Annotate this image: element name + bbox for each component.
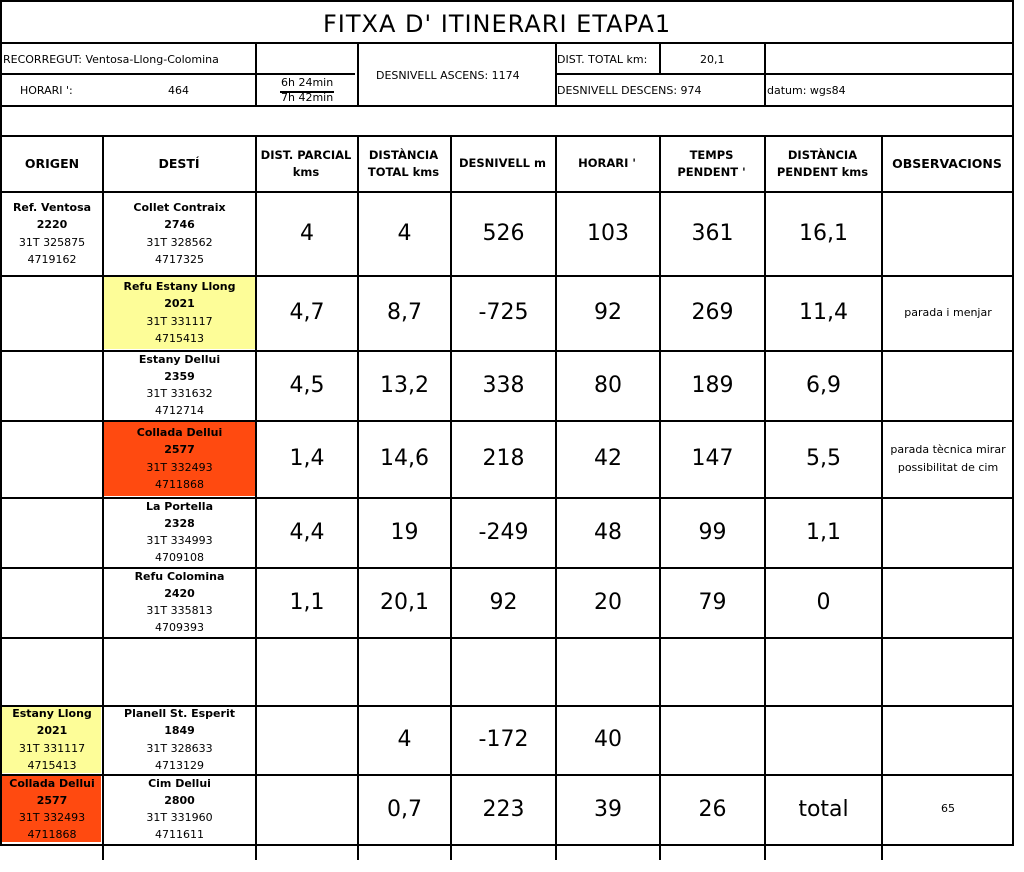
dist-pendent-value: 6,9 bbox=[806, 372, 841, 398]
origen-utm: 31T 332493 bbox=[18, 811, 86, 824]
row-temps-pendent-cell bbox=[661, 567, 764, 637]
desti-northing: 4712714 bbox=[155, 404, 204, 418]
row-horari-cell bbox=[557, 275, 659, 350]
row-temps-pendent-cell bbox=[661, 705, 764, 774]
row-origen-cell bbox=[2, 774, 102, 844]
header-temps-pendent bbox=[659, 136, 764, 191]
time-bottom: 7h 42min bbox=[281, 91, 334, 104]
observacions-line2: possibilitat de cim bbox=[897, 460, 999, 474]
dist-total-value: 8,7 bbox=[387, 300, 422, 325]
header-observacions bbox=[881, 136, 1013, 191]
desti-name: Collada Dellui bbox=[136, 426, 223, 440]
dist-total-value: 4 bbox=[397, 221, 412, 246]
origen-name: Estany Llong bbox=[12, 707, 92, 721]
horari-value: 40 bbox=[594, 727, 622, 752]
row-desti-cell bbox=[104, 567, 255, 637]
grid-line bbox=[555, 73, 1014, 75]
grid-line bbox=[764, 42, 766, 105]
row-temps-pendent-cell bbox=[661, 420, 764, 497]
row-horari-cell bbox=[557, 420, 659, 497]
desti-utm: 31T 331960 bbox=[146, 811, 213, 824]
dist-total-label: DIST. TOTAL km: bbox=[557, 53, 648, 66]
grid-line bbox=[0, 844, 1014, 846]
observacions-line1: parada i menjar bbox=[904, 305, 992, 319]
dist-pendent-value: total bbox=[798, 796, 849, 822]
dist-total-value: 20,1 bbox=[380, 589, 429, 615]
datum-text: datum: wgs84 bbox=[767, 84, 846, 97]
desnivell-value: 223 bbox=[482, 796, 525, 822]
row-horari-cell bbox=[557, 705, 659, 774]
dist-parcial-value: 4,7 bbox=[289, 300, 325, 325]
row-dist-total-cell bbox=[359, 567, 450, 637]
desnivell-ascens: DESNIVELL ASCENS: 1174 bbox=[376, 69, 520, 82]
desti-altitude: 2328 bbox=[164, 516, 195, 530]
desti-name: Estany Dellui bbox=[138, 352, 221, 366]
row-dist-parcial-cell bbox=[257, 350, 357, 420]
desti-name: Refu Colomina bbox=[134, 569, 225, 583]
header-origen-text: ORIGEN bbox=[24, 156, 80, 171]
header-desti-text: DESTÍ bbox=[158, 156, 200, 171]
row-observacions-cell bbox=[883, 567, 1013, 637]
header-dist-pendent-line2: PENDENT kms bbox=[776, 164, 869, 179]
dist-pendent-value: 0 bbox=[816, 589, 831, 615]
horari-value: 92 bbox=[594, 300, 622, 325]
row-dist-parcial-cell bbox=[257, 275, 357, 350]
row-desti-cell bbox=[104, 275, 255, 350]
dist-parcial-value: 1,1 bbox=[289, 589, 325, 615]
row-desnivell-cell bbox=[452, 497, 555, 567]
temps-pendent-value: 99 bbox=[698, 519, 727, 545]
row-dist-parcial-cell bbox=[257, 497, 357, 567]
row-observacions-cell bbox=[883, 192, 1013, 275]
header-dist-pendent-line1: DISTÀNCIA bbox=[787, 147, 858, 162]
desnivell-value: 338 bbox=[482, 372, 525, 398]
observacions-line1: parada tècnica mirar bbox=[890, 443, 1006, 457]
dist-pendent-value: 1,1 bbox=[806, 519, 841, 545]
row-dist-total-cell bbox=[359, 497, 450, 567]
origen-northing: 4715413 bbox=[27, 758, 77, 772]
row-dist-total-cell bbox=[359, 192, 450, 275]
dist-pendent-value: 16,1 bbox=[799, 221, 848, 246]
row-dist-pendent-cell bbox=[766, 350, 881, 420]
temps-pendent-value: 26 bbox=[698, 796, 727, 822]
row-origen-cell bbox=[2, 275, 102, 350]
grid-line bbox=[0, 105, 1014, 107]
row-horari-cell bbox=[557, 350, 659, 420]
horari-label: HORARI ': bbox=[20, 84, 73, 97]
row-dist-total-cell bbox=[359, 774, 450, 844]
desti-name: La Portella bbox=[146, 499, 213, 513]
desti-altitude: 2021 bbox=[164, 297, 195, 311]
row-observacions-cell bbox=[883, 497, 1013, 567]
row-observacions-cell bbox=[883, 275, 1013, 350]
grid-line bbox=[0, 42, 1014, 44]
row-origen-cell bbox=[2, 567, 102, 637]
desti-name: Collet Contraix bbox=[133, 201, 226, 215]
horari-value: 464 bbox=[168, 84, 189, 97]
desti-altitude: 1849 bbox=[164, 724, 195, 738]
header-desti bbox=[103, 136, 255, 191]
desti-utm: 31T 331632 bbox=[146, 387, 213, 400]
row-observacions-cell bbox=[883, 705, 1013, 774]
temps-pendent-value: 79 bbox=[698, 589, 727, 615]
row-dist-total-cell bbox=[359, 275, 450, 350]
origen-altitude: 2577 bbox=[36, 793, 68, 807]
temps-pendent-value: 361 bbox=[691, 221, 734, 246]
row-desti-cell bbox=[104, 420, 255, 497]
desti-name: Planell St. Esperit bbox=[124, 707, 235, 721]
row-dist-total-cell bbox=[359, 705, 450, 774]
header-horari bbox=[555, 136, 659, 191]
row-observacions-cell bbox=[883, 774, 1013, 844]
header-horari-text: HORARI ' bbox=[578, 156, 636, 171]
origen-northing: 4711868 bbox=[27, 828, 77, 842]
desti-northing: 4717325 bbox=[155, 252, 204, 266]
row-origen-cell bbox=[2, 192, 102, 275]
origen-altitude: 2021 bbox=[36, 724, 68, 738]
row-dist-pendent-cell bbox=[766, 275, 881, 350]
row-horari-cell bbox=[557, 192, 659, 275]
row-desti-cell bbox=[104, 705, 255, 774]
row-dist-parcial-cell bbox=[257, 192, 357, 275]
horari-value: 48 bbox=[594, 519, 622, 545]
row-desnivell-cell bbox=[452, 420, 555, 497]
desti-utm: 31T 335813 bbox=[146, 604, 213, 617]
origen-altitude: 2220 bbox=[36, 218, 68, 232]
temps-pendent-value: 269 bbox=[691, 300, 734, 325]
header-dist-parcial bbox=[255, 136, 357, 191]
origen-northing: 4719162 bbox=[27, 252, 77, 266]
row-horari-cell bbox=[557, 567, 659, 637]
origen-utm: 31T 331117 bbox=[18, 741, 86, 755]
row-observacions-cell bbox=[883, 420, 1013, 497]
desnivell-value: -249 bbox=[478, 519, 529, 545]
desnivell-value: 92 bbox=[489, 589, 518, 615]
horari-value: 103 bbox=[587, 221, 629, 246]
row-origen-cell bbox=[2, 705, 102, 774]
dist-total-value: 20,1 bbox=[700, 53, 725, 66]
header-dist-parcial-line2: kms bbox=[292, 164, 320, 179]
header-distancia-total-line1: DISTÀNCIA bbox=[368, 147, 439, 162]
row-horari-cell bbox=[557, 774, 659, 844]
desti-northing: 4715413 bbox=[155, 331, 204, 345]
desnivell-descens: DESNIVELL DESCENS: 974 bbox=[557, 84, 702, 97]
origen-name: Collada Dellui bbox=[9, 776, 95, 790]
page-title: FITXA D' ITINERARI ETAPA1 bbox=[323, 10, 672, 38]
row-desnivell-cell bbox=[452, 350, 555, 420]
row-dist-pendent-cell bbox=[766, 192, 881, 275]
row-dist-total-cell bbox=[359, 350, 450, 420]
desti-utm: 31T 334993 bbox=[146, 534, 213, 547]
recorregut-text: RECORREGUT: Ventosa-Llong-Colomina bbox=[3, 53, 219, 66]
row-temps-pendent-cell bbox=[661, 192, 764, 275]
row-dist-parcial-cell bbox=[257, 567, 357, 637]
header-origen bbox=[2, 136, 102, 191]
desnivell-value: -172 bbox=[478, 727, 529, 752]
grid-line bbox=[0, 0, 1014, 2]
desti-northing: 4711611 bbox=[155, 828, 204, 842]
header-temps-line1: TEMPS bbox=[689, 147, 734, 162]
desti-northing: 4711868 bbox=[155, 477, 204, 491]
grid-line bbox=[659, 42, 661, 73]
header-observacions-text: OBSERVACIONS bbox=[892, 156, 1002, 171]
row-origen-cell bbox=[2, 420, 102, 497]
grid-line bbox=[0, 73, 355, 75]
row-dist-parcial-cell bbox=[257, 420, 357, 497]
grid-line bbox=[357, 42, 359, 105]
row-observacions-cell bbox=[883, 350, 1013, 420]
desti-utm: 31T 331117 bbox=[146, 314, 213, 328]
row-origen-cell bbox=[2, 350, 102, 420]
row-temps-pendent-cell bbox=[661, 497, 764, 567]
desti-altitude: 2577 bbox=[164, 443, 195, 457]
desti-northing: 4709108 bbox=[155, 551, 204, 565]
desti-name: Cim Dellui bbox=[148, 776, 211, 790]
horari-value: 42 bbox=[594, 446, 622, 471]
dist-parcial-value: 4 bbox=[300, 221, 314, 246]
row-dist-parcial-cell bbox=[257, 705, 357, 774]
desti-altitude: 2746 bbox=[164, 218, 195, 232]
header-dist-parcial-line1: DIST. PARCIAL bbox=[260, 147, 352, 162]
row-desnivell-cell bbox=[452, 774, 555, 844]
desnivell-value: 526 bbox=[482, 221, 525, 246]
desti-altitude: 2359 bbox=[164, 369, 195, 383]
row-horari-cell bbox=[557, 497, 659, 567]
row-dist-pendent-cell bbox=[766, 705, 881, 774]
row-dist-parcial-cell bbox=[257, 774, 357, 844]
row-desti-cell bbox=[104, 350, 255, 420]
dist-pendent-value: 5,5 bbox=[806, 446, 841, 471]
row-dist-pendent-cell bbox=[766, 567, 881, 637]
row-temps-pendent-cell bbox=[661, 275, 764, 350]
header-distancia-total bbox=[357, 136, 450, 191]
row-dist-pendent-cell bbox=[766, 497, 881, 567]
time-top: 6h 24min bbox=[281, 76, 334, 89]
row-desnivell-cell bbox=[452, 705, 555, 774]
temps-pendent-value: 189 bbox=[691, 372, 734, 398]
dist-parcial-value: 4,5 bbox=[289, 372, 325, 398]
dist-total-value: 13,2 bbox=[380, 372, 429, 398]
desnivell-value: 218 bbox=[482, 446, 525, 471]
dist-parcial-value: 1,4 bbox=[289, 446, 325, 471]
header-desnivell bbox=[450, 136, 555, 191]
horari-value: 39 bbox=[594, 796, 622, 822]
dist-parcial-value: 4,4 bbox=[289, 519, 325, 545]
header-dist-pendent bbox=[764, 136, 881, 191]
row-dist-total-cell bbox=[359, 420, 450, 497]
grid-line bbox=[0, 637, 1014, 639]
row-dist-pendent-cell bbox=[766, 420, 881, 497]
row-temps-pendent-cell bbox=[661, 350, 764, 420]
row-desnivell-cell bbox=[452, 275, 555, 350]
horari-value: 20 bbox=[594, 589, 622, 615]
header-distancia-total-line2: TOTAL kms bbox=[367, 164, 440, 179]
row-desti-cell bbox=[104, 497, 255, 567]
desti-northing: 4713129 bbox=[155, 758, 204, 772]
row-temps-pendent-cell bbox=[661, 774, 764, 844]
dist-total-value: 19 bbox=[390, 519, 419, 545]
header-desnivell-text: DESNIVELL m bbox=[459, 156, 546, 171]
desnivell-value: -725 bbox=[478, 300, 529, 325]
horari-value: 80 bbox=[594, 372, 622, 398]
desti-utm: 31T 328633 bbox=[146, 741, 213, 755]
dist-pendent-value: 11,4 bbox=[799, 300, 848, 325]
dist-total-value: 14,6 bbox=[380, 446, 429, 471]
row-desti-cell bbox=[104, 774, 255, 844]
desti-northing: 4709393 bbox=[155, 621, 204, 635]
origen-utm: 31T 325875 bbox=[18, 235, 86, 249]
desti-altitude: 2420 bbox=[164, 586, 195, 600]
temps-pendent-value: 147 bbox=[691, 446, 734, 471]
dist-total-value: 0,7 bbox=[387, 796, 422, 822]
row-desnivell-cell bbox=[452, 192, 555, 275]
row-dist-pendent-cell bbox=[766, 774, 881, 844]
grid-line bbox=[255, 42, 257, 105]
origen-name: Ref. Ventosa bbox=[12, 201, 92, 215]
row-origen-cell bbox=[2, 497, 102, 567]
desti-utm: 31T 332493 bbox=[146, 460, 213, 474]
desti-utm: 31T 328562 bbox=[146, 235, 213, 249]
header-temps-line2: PENDENT ' bbox=[677, 164, 746, 179]
observacions-line1: 65 bbox=[941, 802, 955, 816]
desti-name: Refu Estany Llong bbox=[123, 280, 236, 294]
row-desti-cell bbox=[104, 192, 255, 275]
dist-total-value: 4 bbox=[397, 727, 412, 752]
desti-altitude: 2800 bbox=[164, 793, 195, 807]
row-desnivell-cell bbox=[452, 567, 555, 637]
